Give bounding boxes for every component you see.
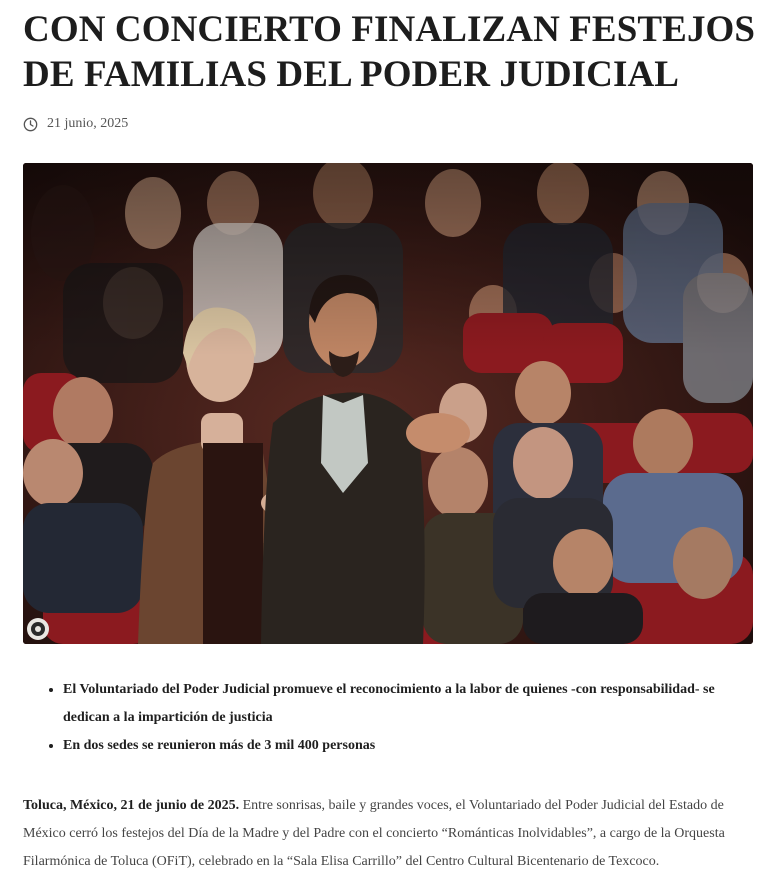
lead-dateline: Toluca, México, 21 de junio de 2025. <box>23 798 240 813</box>
hero-image <box>23 163 753 644</box>
lead-text: Entre sonrisas, baile y grandes voces, el Voluntariado del Poder Judicial del Estado de México cerró los festejos del Día de la Madre y del Padre con el concierto “Románticas Inolvidables”, a cargo de la Orquesta Filarmónica de Toluca (OFiT), celebrado en la “Sala Elisa Carrillo” del Centro Cultural Bicentenario de Texcoco. <box>23 798 725 869</box>
article-meta <box>23 114 128 134</box>
article-lead-paragraph <box>23 792 735 876</box>
highlights-list <box>23 676 753 760</box>
article-headline: CON CONCIERTO FINALIZAN FESTEJOS DE FAMILIAS DEL PODER JUDICIAL <box>23 9 756 95</box>
highlight-item: • El Voluntariado del Poder Judicial promueve el reconocimiento a la labor de quienes -con responsabilidad- se dedican a la impartición de justicia <box>63 676 753 732</box>
clock-icon <box>23 117 38 132</box>
highlight-item: • En dos sedes se reunieron más de 3 mil 400 personas <box>63 732 753 760</box>
publish-date: 21 junio, 2025 <box>47 116 129 131</box>
